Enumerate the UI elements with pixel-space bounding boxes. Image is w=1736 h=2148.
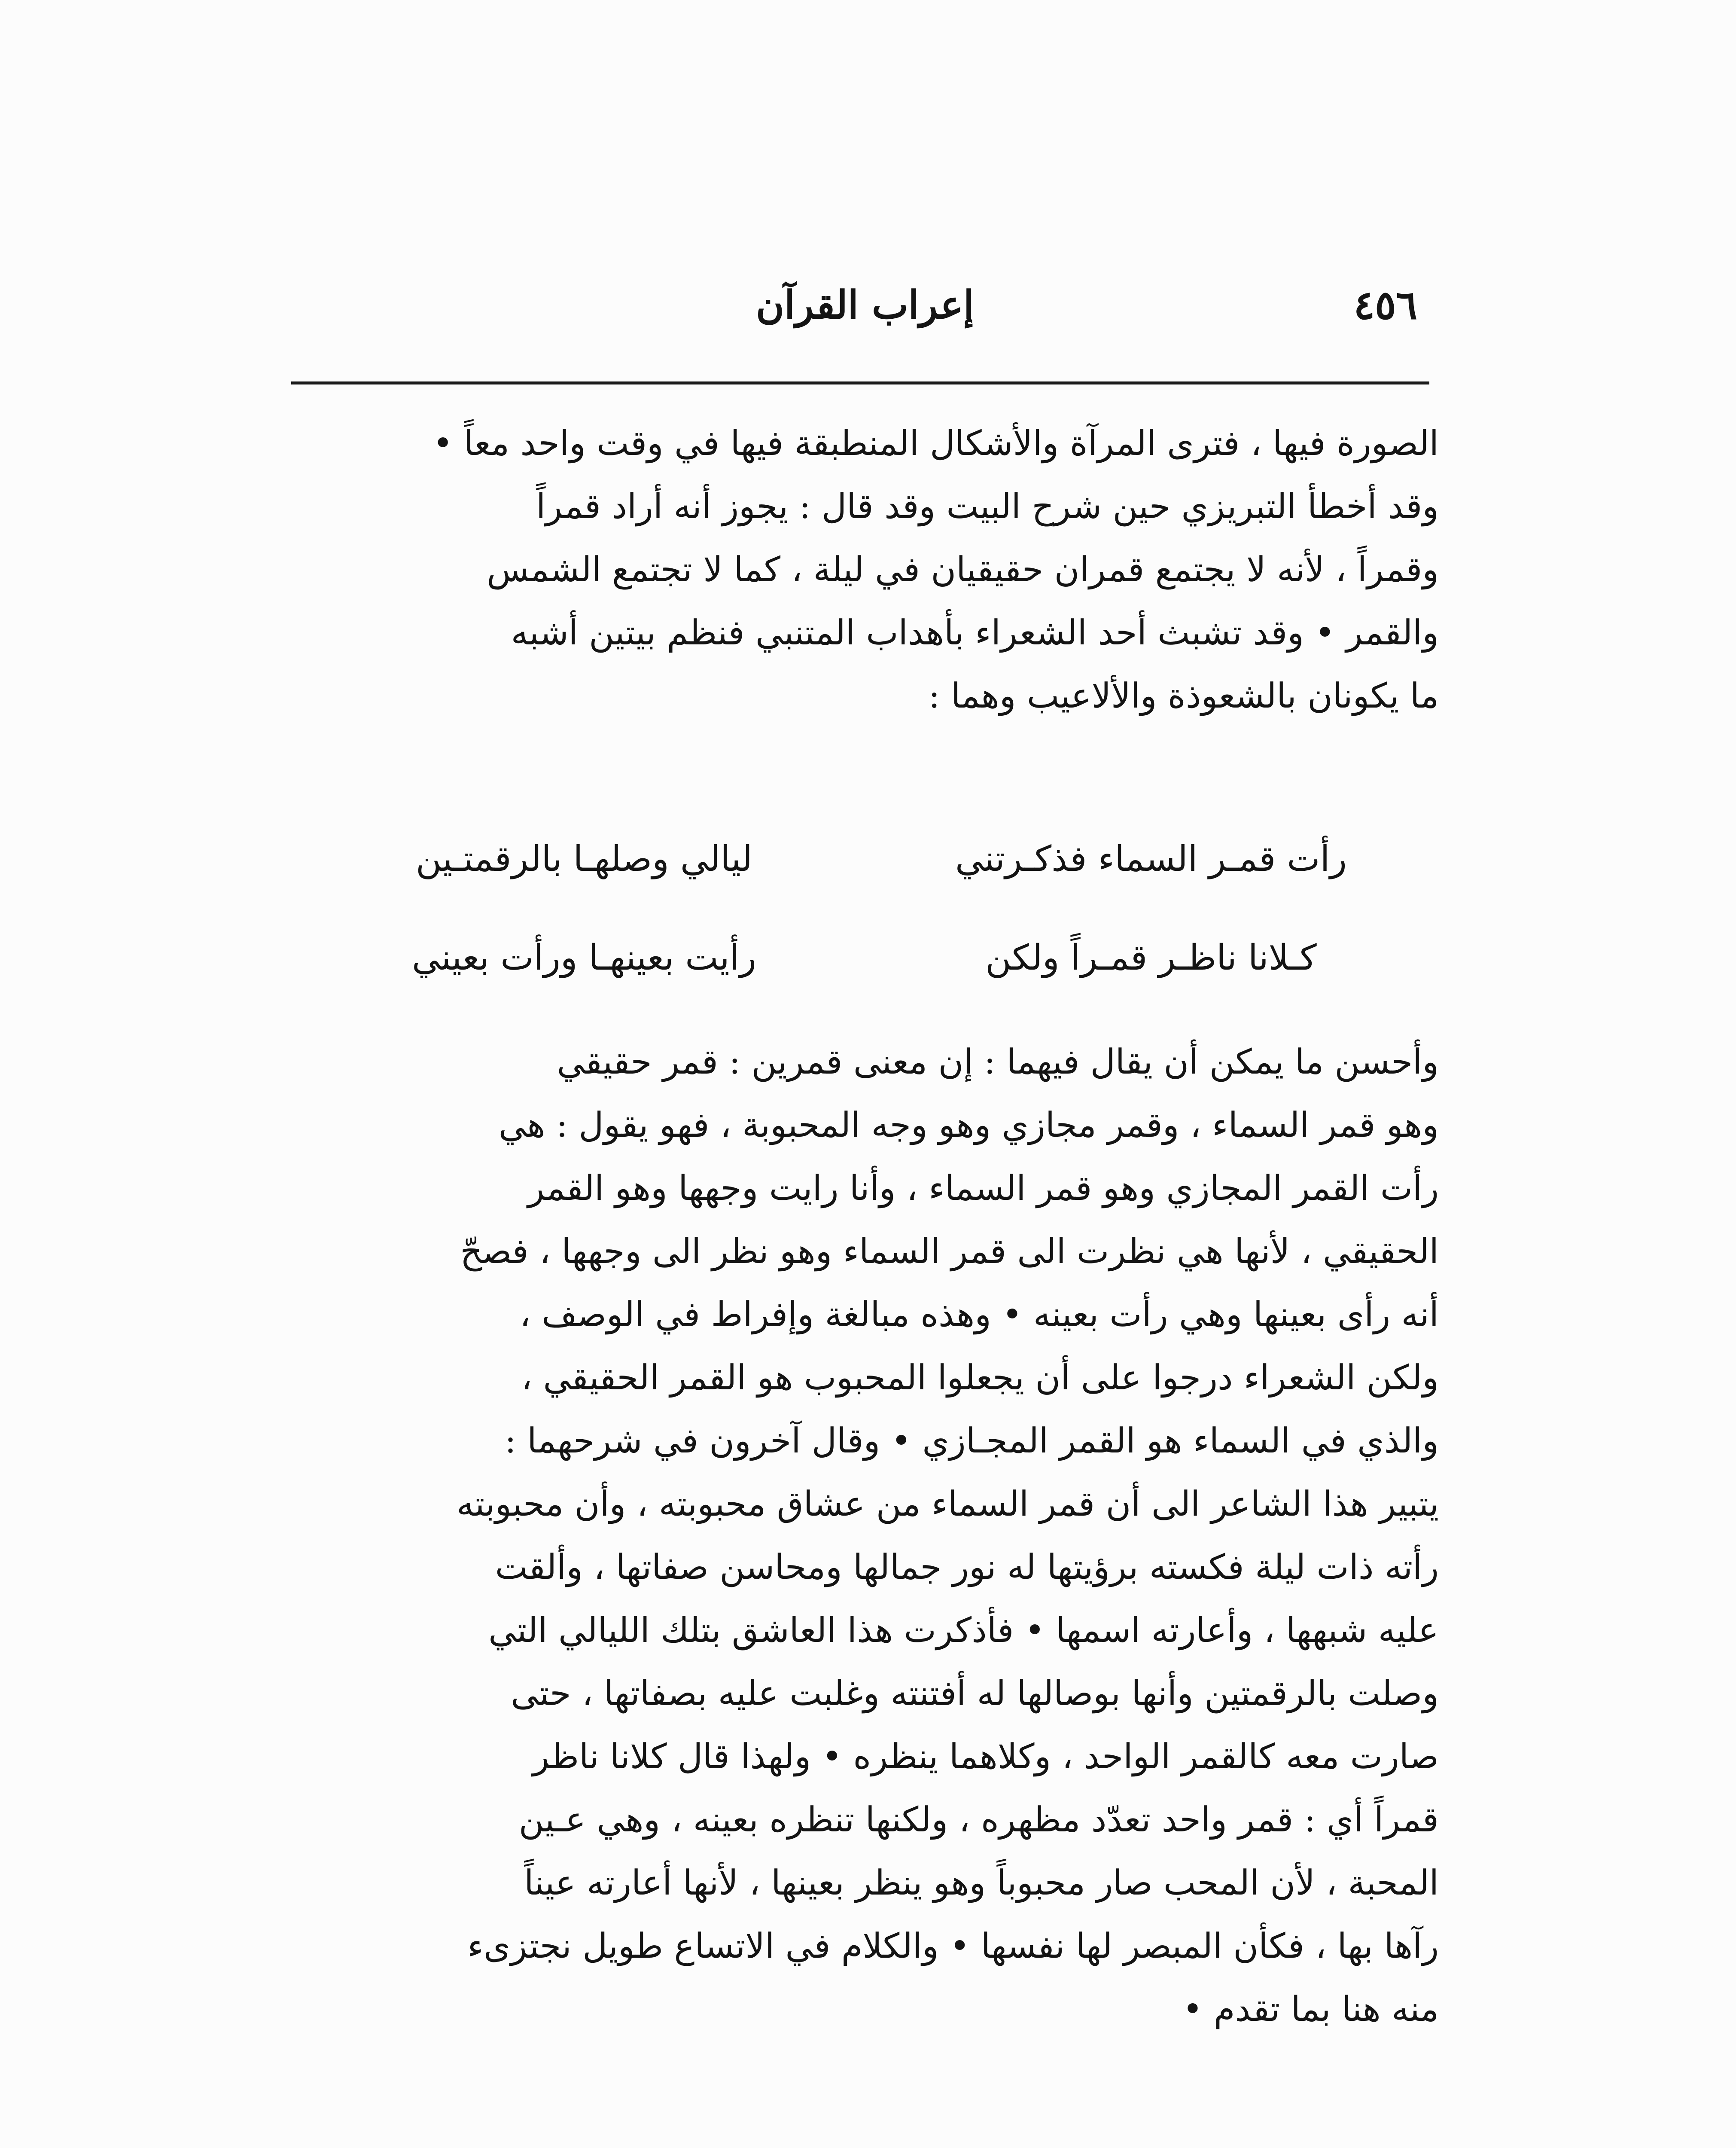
second-hemistich: رأيت بعينهـا ورأت بعيني [412,937,756,978]
poem-verses [326,821,1409,1018]
book-title: إعراب القرآن [756,282,975,328]
text-line: يتبير هذا الشاعر الى أن قمر السماء من عشاق محبوبته ، وأن محبوبته [457,1484,1439,1524]
text-line: رأت القمر المجازي وهو قمر السماء ، وأنا رايت وجهها وهو القمر [527,1168,1439,1208]
verse-line [326,821,1409,919]
page-number: ٤٥٦ [1353,282,1417,328]
first-hemistich: رأت قمـر السماء فذكـرتني [955,839,1347,879]
text-line: وأحسن ما يمكن أن يقال فيهما : إن معنى قمرين : قمر حقيقي [557,1042,1439,1082]
running-header [0,279,1736,339]
text-line: المحبة ، لأن المحب صار محبوباً وهو ينظر بعينها ، لأنها أعارته عيناً [524,1863,1439,1903]
paragraph-commentary-2 [289,1030,1439,2041]
text-line: والذي في السماء هو القمر المجـازي • وقال آخرون في شرحهما : [505,1421,1439,1461]
header-rule [291,381,1429,384]
paragraph-commentary-1 [289,412,1439,727]
text-line: الصورة فيها ، فترى المرآة والأشكال المنطبقة فيها في وقت واحد معاً • [432,423,1439,463]
verse-line [326,919,1409,1018]
second-hemistich: ليالي وصلهـا بالرقمتـين [416,839,752,879]
text-line: الحقيقي ، لأنها هي نظرت الى قمر السماء وهو نظر الى وجهها ، فصحّ [460,1231,1439,1271]
text-line: أنه رأى بعينها وهي رأت بعينه • وهذه مبالغة وإفراط في الوصف ، [519,1294,1439,1334]
text-line: عليه شبهها ، وأعارته اسمها • فأذكرت هذا العاشق بتلك الليالي التي [488,1610,1439,1650]
text-line: رآها بها ، فكأن المبصر لها نفسها • والكلام في الاتساع طويل نجتزىء [467,1926,1439,1966]
text-line: وقد أخطأ التبريزي حين شرح البيت وقد قال : يجوز أنه أراد قمراً [536,486,1439,526]
text-line: صارت معه كالقمر الواحد ، وكلاهما ينظره • ولهذا قال كلانا ناظر [533,1736,1439,1776]
text-line: ولكن الشعراء درجوا على أن يجعلوا المحبوب هو القمر الحقيقي ، [521,1358,1439,1397]
text-line: رأته ذات ليلة فكسته برؤيتها له نور جمالها ومحاسن صفاتها ، وألقت [495,1547,1439,1587]
text-line: وهو قمر السماء ، وقمر مجازي وهو وجه المحبوبة ، فهو يقول : هي [498,1105,1439,1145]
first-hemistich: كـلانا ناظـر قمـراً ولكن [985,937,1317,978]
text-line: وصلت بالرقمتين وأنها بوصالها له أفتنته وغلبت عليه بصفاتها ، حتى [511,1673,1439,1713]
text-line: قمراً أي : قمر واحد تعدّد مظهره ، ولكنها تنظره بعينه ، وهي عـين [518,1800,1439,1840]
text-line: ما يكونان بالشعوذة والألاعيب وهما : [928,676,1439,716]
text-line: وقمراً ، لأنه لا يجتمع قمران حقيقيان في ليلة ، كما لا تجتمع الشمس [487,549,1439,589]
text-line: منه هنا بما تقدم • [1182,1989,1439,2029]
text-line: والقمر • وقد تشبث أحد الشعراء بأهداب المتنبي فنظم بيتين أشبه [511,613,1439,653]
